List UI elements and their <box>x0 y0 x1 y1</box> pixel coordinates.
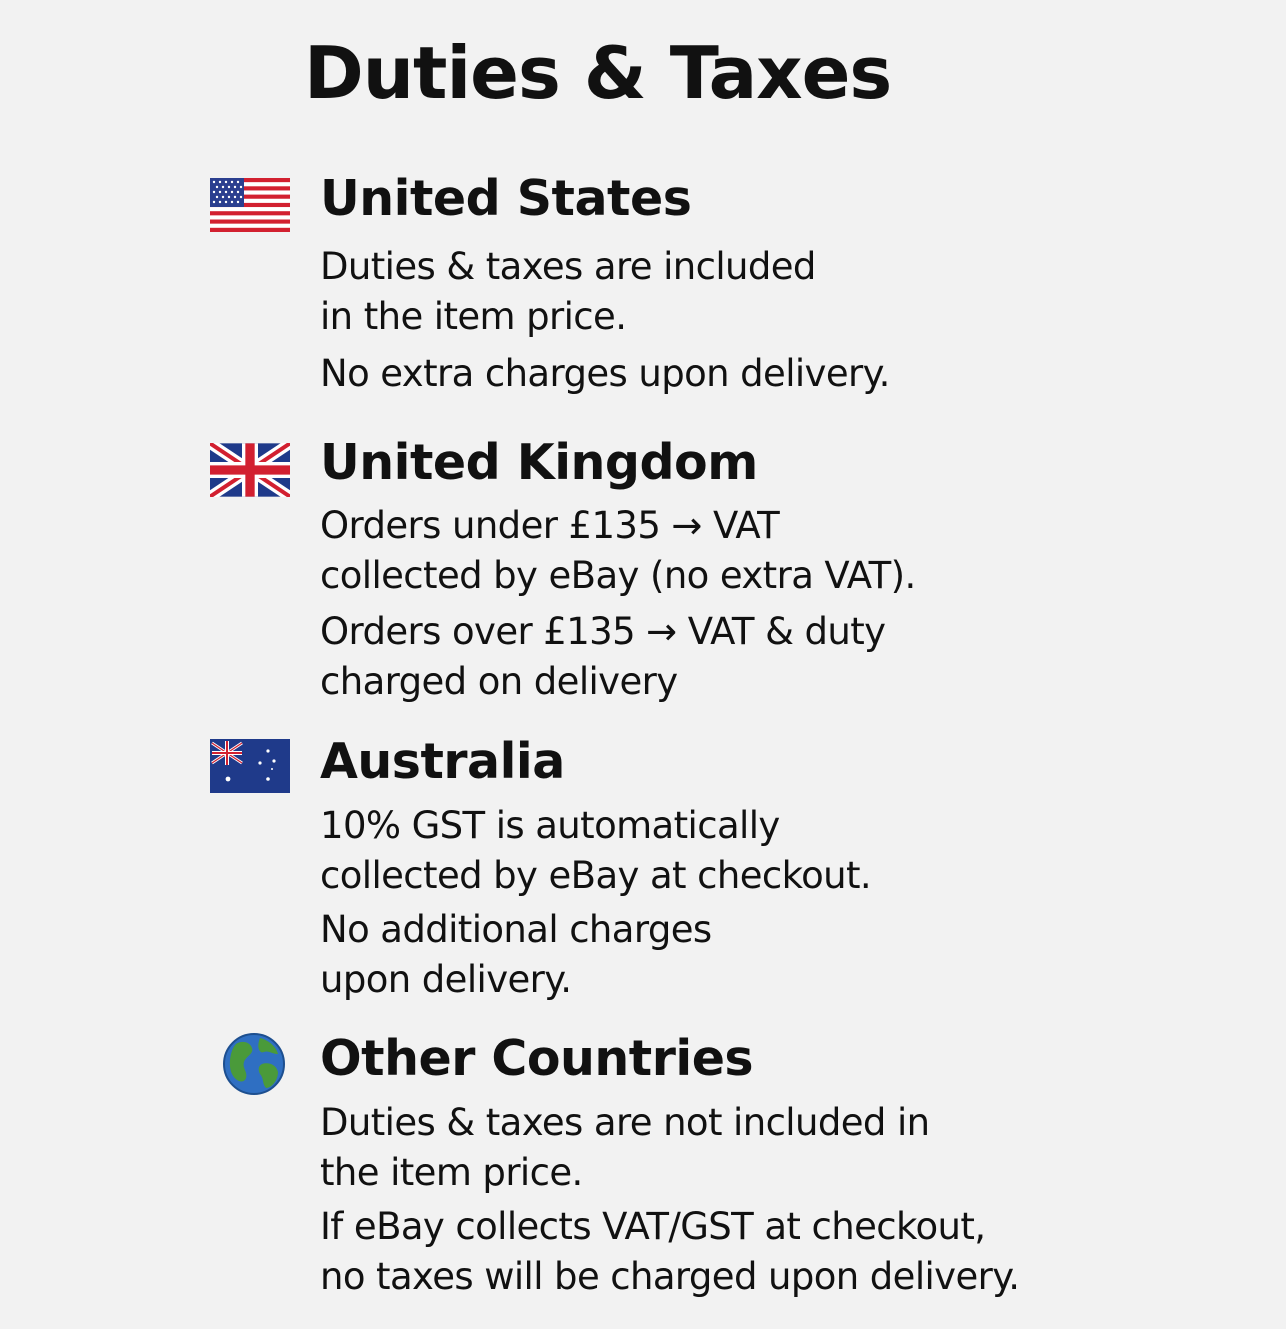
section-united-kingdom <box>200 436 1060 706</box>
paragraph-line: collected by eBay (no extra VAT). <box>320 554 916 597</box>
section-paragraph <box>320 801 871 901</box>
section-paragraph <box>320 905 712 1005</box>
paragraph-line: No extra charges upon delivery. <box>320 352 890 395</box>
section-australia <box>200 735 1060 1005</box>
section-paragraph <box>320 1202 1019 1302</box>
section-heading: Other Countries <box>320 1030 754 1087</box>
uk-flag-icon <box>210 443 290 497</box>
section-paragraph <box>320 349 890 399</box>
paragraph-line: the item price. <box>320 1151 583 1194</box>
paragraph-line: No additional charges <box>320 908 712 951</box>
page-title: Duties & Taxes <box>304 31 892 115</box>
section-paragraph <box>320 607 885 707</box>
section-united-states <box>200 172 1060 402</box>
paragraph-line: Orders under £135 → VAT <box>320 504 780 547</box>
paragraph-line: collected by eBay at checkout. <box>320 854 872 897</box>
paragraph-line: no taxes will be charged upon delivery. <box>320 1255 1020 1298</box>
paragraph-line: charged on delivery <box>320 660 678 703</box>
section-heading: Australia <box>320 733 565 790</box>
section-heading: United States <box>320 170 692 227</box>
australia-flag-icon <box>210 739 290 793</box>
globe-icon <box>222 1032 286 1096</box>
section-paragraph <box>320 501 916 601</box>
paragraph-line: Duties & taxes are not included in <box>320 1101 930 1144</box>
us-flag-icon <box>210 178 290 232</box>
section-paragraph <box>320 1098 929 1198</box>
section-other-countries <box>200 1032 1060 1312</box>
paragraph-line: in the item price. <box>320 295 627 338</box>
paragraph-line: Duties & taxes are included <box>320 245 816 288</box>
paragraph-line: 10% GST is automatically <box>320 804 780 847</box>
section-paragraph <box>320 242 816 342</box>
paragraph-line: upon delivery. <box>320 958 572 1001</box>
paragraph-line: If eBay collects VAT/GST at checkout, <box>320 1205 986 1248</box>
paragraph-line: Orders over £135 → VAT & duty <box>320 610 886 653</box>
section-heading: United Kingdom <box>320 434 758 491</box>
